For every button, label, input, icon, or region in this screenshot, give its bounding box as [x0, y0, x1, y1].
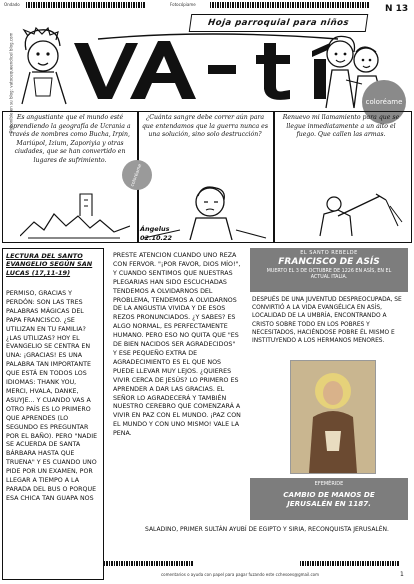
panel-1-text: Es angustiante que el mundo esté aprendiendo la geografía de Ucrania a través de nombres como Bucha, Irpin, Mariúpol, Izium, Zaporiyia y otras ciudades, que se han convertido en lugares de sufrimiento.	[9, 114, 131, 164]
saint-death: MUERTO EL 3 DE OCTUBRE DE 1226 EN ASÍS, EN EL ACTUAL ITALIA.	[266, 269, 392, 280]
panel-2-text: ¿Cuánta sangre debe correr aún para que entendamos que la guerra nunca es una solución, sino solo destrucción?	[141, 114, 269, 139]
soldier-illustration	[290, 186, 406, 240]
saint-name: FRANCISCO DE ASÍS	[278, 257, 380, 267]
panel-3-text: Renuevo mi llamamiento para que se llegue inmediatamente a un alto el fuego. Que callen las armas.	[282, 114, 400, 139]
byline-name: Ángelus	[140, 225, 170, 233]
gospel-heading: LECTURA DEL SANTO EVANGELIO SEGÚN SAN LUCAS (17,11-19)	[6, 252, 93, 277]
stamp-text: coloréame	[365, 98, 403, 106]
logo-art	[68, 33, 358, 103]
cartoon-boy-illustration	[14, 26, 74, 106]
issue-number: N 13	[385, 4, 409, 14]
saint-header	[250, 248, 408, 292]
banner-text: Hoja parroquial para niños	[207, 18, 350, 28]
coloreame-sticker	[122, 160, 152, 190]
masthead-logo	[68, 33, 358, 103]
saint-label: EL SANTO REBELDE	[300, 250, 358, 256]
top-barcode-right	[210, 2, 370, 8]
byline-date: 02.10.22	[140, 234, 173, 242]
efemeride-header	[250, 478, 408, 520]
panel-divider-2	[273, 112, 275, 242]
top-center-label: Fotocópiame	[170, 2, 196, 7]
footer-text: comentarios o ayuda con papel para pagar fuzando este cchesoes@gmail.com	[160, 572, 320, 577]
blog-side-note: Disponible en su blog: vatocequeendicel blog.com	[8, 32, 14, 134]
top-left-label: Ondado	[4, 2, 20, 7]
top-barcode-left	[26, 2, 146, 8]
efemeride-body: SALADINO, PRIMER SULTÁN AYUBÍ DE EGIPTO Y SIRIA, RECONQUISTA JERUSALÉN.	[145, 526, 389, 533]
footer-barcode-left	[104, 561, 194, 566]
gospel-body: PERMISO, GRACIAS Y PERDÓN: SON LAS TRES PALABRAS MÁGICAS DEL PAPA FRANCISCO. ¿SE UTILIZAN EN TU FAMILIA? ¿LAS UTILIZAS? HOY EL EVANGELIO SE CENTRA EN UNA: ¡GRACIAS! ES UNA PALABRA TAN IMPORTANTE QUE ESTÁ EN TODOS LOS IDIOMAS: THANK YOU, MERCI, HVALA, DANKE, ASUYJE... Y CUANDO VAS A OTRO PAÍS ES LO PRIMERO QUE APRENDES (LO SEGUNDO ES PREGUNTAR POR EL BAÑO). PERO "NADIE SE ACUERDA DE SANTA BÁRBARA HASTA QUE TRUENA" Y ES CUANDO UNO PIDE POR UN EXAMEN, POR LLEGAR A TIEMPO A LA PARADA DEL BUS O PORQUE ESA CHICA TAN GUAPA NOS	[6, 290, 98, 502]
reflection-body: PRESTE ATENCIÓN CUANDO UNO REZA CON FERVOR. "¡POR FAVOR, DIOS MÍO!", Y CUANDO SENTIMOS QUE NUESTRAS PLEGARIAS HAN SIDO ESCUCHADAS TENDEMOS A OLVIDARNOS DEL PROBLEMA, TENDEMOS A OLVIDARNOS DE LA ANGUSTIA VIVIDA Y DE ESOS REZOS PRONUNCIADOS. ¿Y SABES? ES ALGO NORMAL, ES PERFECTAMENTE HUMANO. PERO ESO NO QUITA QUE "ES DE BIEN NACIDOS SER AGRADECIDOS" Y ESE PEQUEÑO EXTRA DE AGRADECIMIENTO ES EL QUE NOS PUEDE LLEVAR MUY LEJOS. ¿QUIERES VIVIR CERCA DE JESÚS? LO PRIMERO ES APRENDER A DAR LAS GRACIAS. EL SEÑOR LO AGRADECERÁ Y TAMBIÉN NUESTRO CEREBRO QUE COMENZARÁ A VIVIR EN PAZ CON EL MUNDO. ¡PAZ CON EL MUNDO Y CON UNO MISMO! VALE LA PENA.	[113, 252, 241, 438]
sticker-text: coloréame	[130, 163, 144, 187]
rubble-illustration	[20, 186, 130, 240]
saint-portrait	[290, 360, 376, 474]
efemeride-title: CAMBIO DE MANOS DE JERUSALÉN EN 1187.	[283, 490, 375, 508]
efemeride-label: EFEMÉRIDE	[314, 481, 344, 487]
page-number: 1	[400, 571, 404, 578]
saint-bio: DESPUÉS DE UNA JUVENTUD DESPREOCUPADA, SE CONVIRTIÓ A LA VIDA EVANGÉLICA EN ASÍS, LOCALIDAD DE LA UMBRÍA, ENCONTRANDO A CRISTO SOBRE TODO EN LOS POBRES Y NECESITADOS, HACIÉNDOSE POBRE ÉL MISMO E INSTITUYENDO A LOS HERMANOS MENORES.	[252, 297, 402, 345]
footer-barcode-right	[300, 561, 400, 566]
